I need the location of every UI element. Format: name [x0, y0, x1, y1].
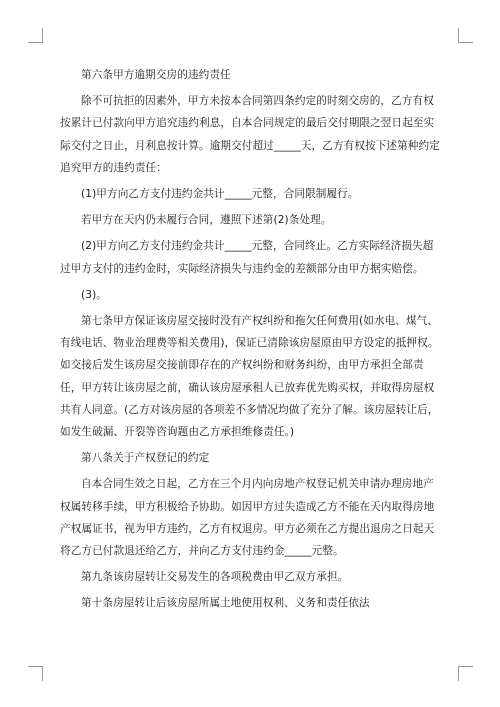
article-6-clause-2: (2)甲方向乙方支付违约金共计_____元整，合同终止。乙方实际经济损失超过甲方支付的违约金时，实际经济损失与违约金的差额部分由甲方据实赔偿。	[60, 240, 434, 275]
article-10-body: 第十条房屋转让后该房屋所属土地使用权利、义务和责任依法	[81, 597, 370, 610]
article-9-body: 第九条该房屋转让交易发生的各项税费由甲乙双方承担。	[81, 571, 349, 584]
article-6-clause-1-note: 若甲方在天内仍未履行合同，遵照下述第(2)条处理。	[81, 214, 332, 227]
article-6-heading: 第六条甲方逾期交房的违约责任	[81, 69, 231, 81]
article-7-body: 第七条甲方保证该房屋交接时没有产权纠纷和拖欠任何费用(如水电、煤气、有线电话、物业治理费等相关费用)，保证已清除该房屋原由甲方设定的抵押权。如交接后发生该房屋交接前即存在的产权纠纷和财务纠纷，由甲方承担全部责任，甲方转让该房屋之前，确认该房屋承租人已放弃优先购买权，并取得房屋权共有人同意。(乙方对该房屋的各项差不多情况均做了充分了解。该房屋转让后，如发生破漏、开裂等咨询题由乙方承担维修责任。)	[60, 315, 439, 439]
article-8-heading: 第八条关于产权登记的约定	[81, 452, 210, 465]
crop-mark-bottom-left	[28, 666, 43, 681]
article-6-body: 除不可抗拒的因素外，甲方未按本合同第四条约定的时刻交房的，乙方有权按累计已付款向甲方追究违约利息，自本合同规定的最后交付期限之翌日起至实际交付之日止，月利息按计算。逾期交付超过_____天，乙方有权按下述第种约定追究甲方的违约责任：	[60, 95, 440, 174]
document-body	[60, 64, 444, 619]
crop-mark-top-left	[28, 28, 43, 43]
article-6-clause-3: (3)。	[81, 288, 107, 301]
article-6-clause-1: (1)甲方向乙方支付违约金共计_____元整，合同限制履行。	[81, 188, 359, 201]
crop-mark-top-right	[458, 28, 473, 43]
crop-mark-bottom-right	[458, 666, 473, 681]
article-8-body: 自本合同生效之日起，乙方在三个月内向房地产权登记机关申请办理房地产权属转移手续，甲方积极给予协助。如因甲方过失造成乙方不能在天内取得房地产权属证书，视为甲方违约，乙方有权退房。甲方必须在乙方提出退房之日起天将乙方已付款退还给乙方，并向乙方支付违约金_____元整。	[60, 478, 435, 558]
